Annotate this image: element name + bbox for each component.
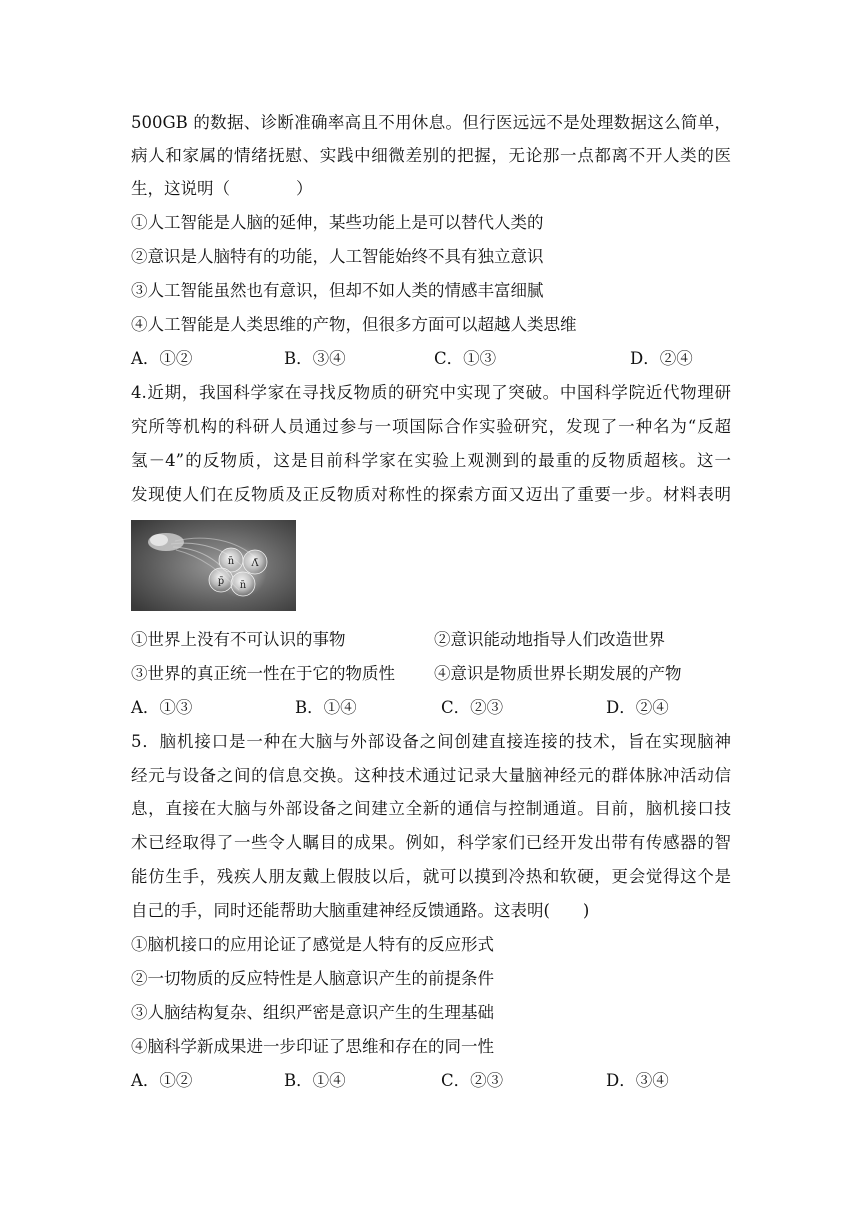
- q3-stem-line-3: 生，这说明（ ）: [131, 179, 313, 198]
- q4-stem-line-1: 4.近期，我国科学家在寻找反物质的研究中实现了突破。中国科学院近代物理研: [131, 383, 731, 402]
- q4-stem-line-3: 氢－4”的反物质，这是目前科学家在实验上观测到的最重的反物质超核。这一: [131, 451, 731, 470]
- q5-stem-line-3: 息，直接在大脑与外部设备之间建立全新的通信与控制通道。目前，脑机接口技: [131, 799, 731, 818]
- antihyperhydrogen-illustration: [131, 520, 296, 611]
- q3-statement-1: ①人工智能是人脑的延伸，某些功能上是可以替代人类的: [131, 213, 544, 232]
- q5-stem-line-1: 5．脑机接口是一种在大脑与外部设备之间创建直接连接的技术，旨在实现脑神: [131, 732, 731, 751]
- q3-statement-2: ②意识是人脑特有的功能，人工智能始终不具有独立意识: [131, 247, 544, 266]
- q3-option-a: A．①②: [131, 349, 193, 368]
- q3-option-b: B．③④: [284, 349, 346, 368]
- figure-label-n2: n̄: [239, 580, 247, 591]
- q5-stem-line-5: 能仿生手，残疾人朋友戴上假肢以后，就可以摸到冷热和软硬，更会觉得这个是: [131, 867, 731, 886]
- q5-statement-4: ④脑科学新成果进一步印证了思维和存在的同一性: [131, 1037, 494, 1056]
- q3-statement-3: ③人工智能虽然也有意识，但却不如人类的情感丰富细腻: [131, 281, 544, 300]
- q5-stem-line-2: 经元与设备之间的信息交换。这种技术通过记录大量脑神经元的群体脉冲活动信: [131, 766, 731, 785]
- q5-option-d: D．③④: [606, 1071, 669, 1090]
- q3-option-d: D．②④: [630, 349, 693, 368]
- q5-statement-3: ③人脑结构复杂、组织严密是意识产生的生理基础: [131, 1003, 494, 1022]
- q5-option-a: A．①②: [131, 1071, 193, 1090]
- q3-stem-line-1: 500GB 的数据、诊断准确率高且不用休息。但行医远远不是处理数据这么简单，: [131, 113, 731, 132]
- q5-statement-1: ①脑机接口的应用论证了感觉是人特有的反应形式: [131, 935, 494, 954]
- q5-option-b: B．①④: [284, 1071, 346, 1090]
- q5-option-c: C．②③: [441, 1071, 504, 1090]
- q3-option-c: C．①③: [434, 349, 497, 368]
- q4-statement-4: ④意识是物质世界长期发展的产物: [434, 664, 682, 683]
- figure-label-lambda: Λ̄: [251, 558, 259, 569]
- q4-option-d: D．②④: [606, 698, 669, 717]
- figure-label-n1: n̄: [227, 556, 235, 567]
- q4-statement-1: ①世界上没有不可认识的事物: [131, 630, 346, 649]
- figure-label-p: p̄: [217, 576, 225, 587]
- q4-option-b: B．①④: [295, 698, 357, 717]
- q5-stem-line-6: 自己的手，同时还能帮助大脑重建神经反馈通路。这表明( ): [131, 901, 590, 920]
- q3-statement-4: ④人工智能是人类思维的产物，但很多方面可以超越人类思维: [131, 315, 577, 334]
- q5-statement-2: ②一切物质的反应特性是人脑意识产生的前提条件: [131, 969, 494, 988]
- q4-option-c: C．②③: [441, 698, 504, 717]
- q5-stem-line-4: 术已经取得了一些令人瞩目的成果。例如，科学家们已经开发出带有传感器的智: [131, 833, 731, 852]
- q4-option-a: A．①③: [131, 698, 193, 717]
- q4-stem-line-2: 究所等机构的科研人员通过参与一项国际合作实验研究，发现了一种名为“反超: [131, 417, 731, 436]
- q4-statement-3: ③世界的真正统一性在于它的物质性: [131, 664, 395, 683]
- q4-stem-line-4: 发现使人们在反物质及正反物质对称性的探索方面又迈出了重要一步。材料表明: [131, 485, 731, 504]
- q3-stem-line-2: 病人和家属的情绪抚慰、实践中细微差别的把握，无论那一点都离不开人类的医: [131, 146, 731, 165]
- q4-statement-2: ②意识能动地指导人们改造世界: [434, 630, 665, 649]
